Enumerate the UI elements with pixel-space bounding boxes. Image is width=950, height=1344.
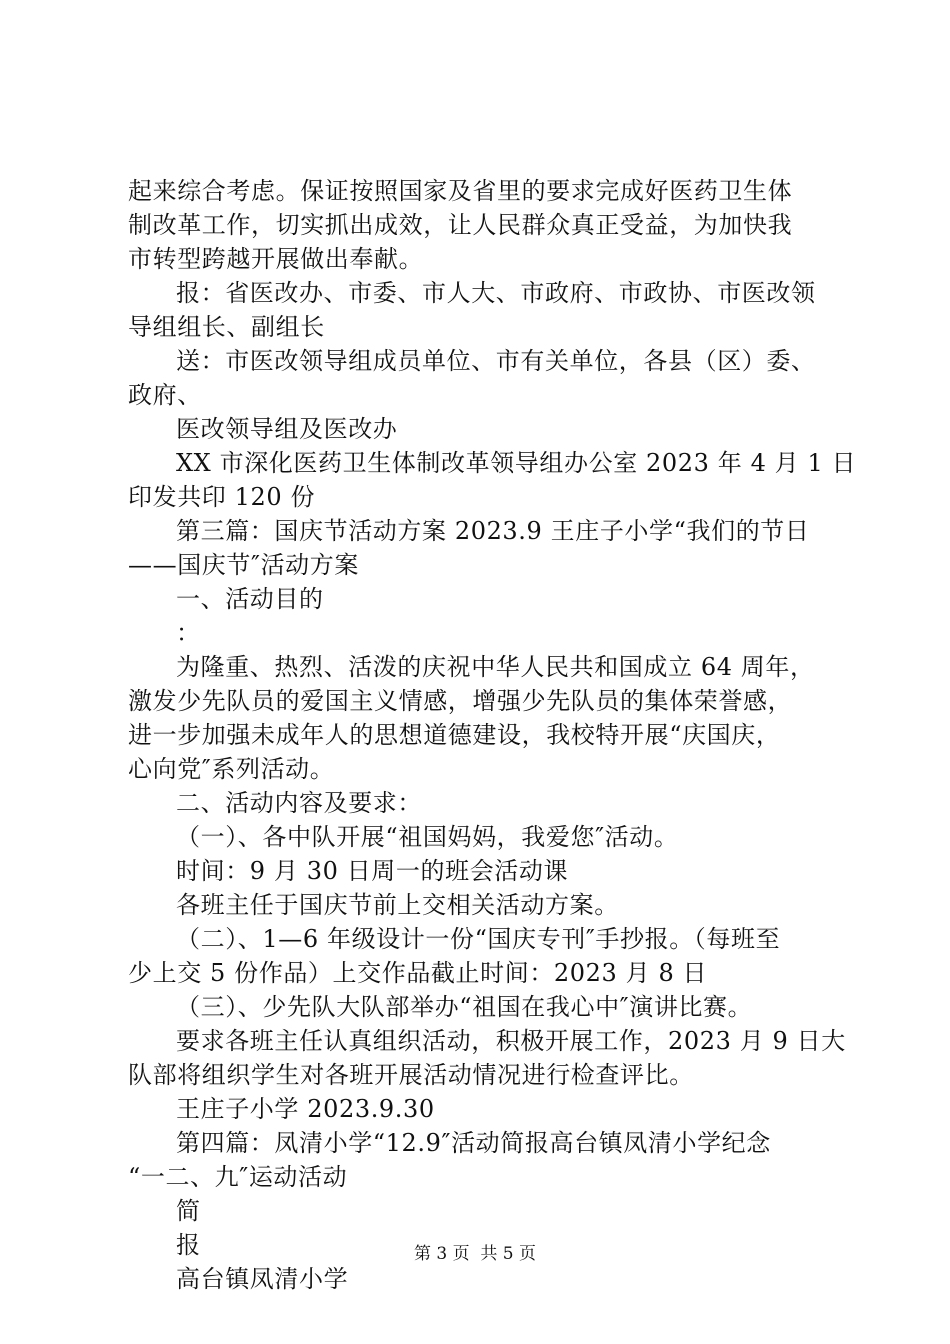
body-line: 队部将组织学生对各班开展活动情况进行检查评比。 bbox=[128, 1061, 694, 1089]
body-line: 起来综合考虑。保证按照国家及省里的要求完成好医药卫生体 bbox=[128, 177, 793, 205]
body-line: 制改革工作，切实抓出成效，让人民群众真正受益，为加快我 bbox=[128, 211, 793, 239]
body-line: 一、活动目的 bbox=[176, 585, 324, 613]
body-line: 要求各班主任认真组织活动，积极开展工作，2023 月 9 日大 bbox=[176, 1027, 846, 1055]
body-line: 进一步加强未成年人的思想道德建设，我校特开展“庆国庆， bbox=[128, 721, 781, 749]
body-line: 报：省医改办、市委、市人大、市政府、市政协、市医改领 bbox=[176, 279, 816, 307]
body-line: 市转型跨越开展做出奉献。 bbox=[128, 245, 424, 273]
body-line: 政府、 bbox=[128, 381, 202, 409]
section-heading: 第三篇：国庆节活动方案 2023.9 王庄子小学“我们的节日 bbox=[176, 517, 810, 545]
body-line: 二、活动内容及要求： bbox=[176, 789, 422, 817]
body-line: 送：市医改领导组成员单位、市有关单位，各县（区）委、 bbox=[176, 347, 816, 375]
page-footer bbox=[0, 1242, 950, 1266]
body-line: 时间：9 月 30 日周一的班会活动课 bbox=[176, 857, 569, 885]
body-line: （一）、各中队开展“祖国妈妈，我爱您″活动。 bbox=[176, 823, 679, 851]
body-line: 简 bbox=[176, 1197, 201, 1225]
body-line: （三）、少先队大队部举办“祖国在我心中″演讲比赛。 bbox=[176, 993, 753, 1021]
body-line: 高台镇凤清小学 bbox=[176, 1265, 349, 1293]
section-heading: ——国庆节″活动方案 bbox=[128, 551, 359, 579]
body-line: 医改领导组及医改办 bbox=[176, 415, 398, 443]
body-line: 各班主任于国庆节前上交相关活动方案。 bbox=[176, 891, 619, 919]
body-line: 导组组长、副组长 bbox=[128, 313, 325, 341]
section-heading: 第四篇：凤清小学“12.9″活动简报高台镇凤清小学纪念 bbox=[176, 1129, 771, 1157]
body-line: 少上交 5 份作品）上交作品截止时间：2023 月 8 日 bbox=[128, 959, 708, 987]
body-line: 为隆重、热烈、活泼的庆祝中华人民共和国成立 64 周年， bbox=[176, 653, 815, 681]
body-line: 王庄子小学 2023.9.30 bbox=[176, 1095, 435, 1123]
body-line: XX 市深化医药卫生体制改革领导组办公室 2023 年 4 月 1 日 bbox=[176, 449, 857, 477]
body-line: 激发少先队员的爱国主义情感，增强少先队员的集体荣誉感， bbox=[128, 687, 793, 715]
document-body bbox=[128, 174, 857, 1296]
body-line: 报 bbox=[176, 1231, 201, 1259]
body-line: ： bbox=[176, 619, 201, 647]
body-line: 心向党″系列活动。 bbox=[128, 755, 335, 783]
section-heading: “一二、九″运动活动 bbox=[128, 1163, 348, 1191]
page-number-label: 第 3 页 共 5 页 bbox=[413, 1244, 537, 1264]
body-line: 印发共印 120 份 bbox=[128, 483, 316, 511]
body-line: （二）、1—6 年级设计一份“国庆专刊″手抄报。（每班至 bbox=[176, 925, 781, 953]
